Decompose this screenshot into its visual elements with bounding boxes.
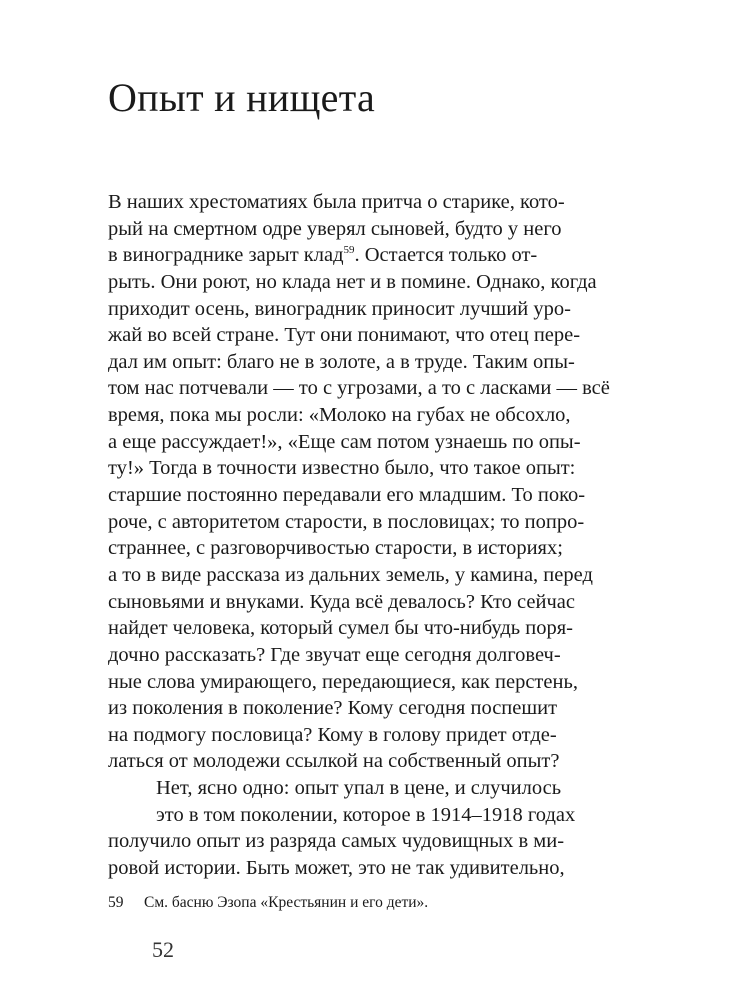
text-line: рыть. Они роют, но клада нет и в помине. Однако, когда bbox=[108, 270, 597, 293]
text-line: найдет человека, который сумел бы что-нибудь поря- bbox=[108, 617, 573, 640]
text-line: на подмогу пословица? Кому в голову придет отде- bbox=[108, 723, 557, 746]
chapter-title: Опыт и нищета bbox=[108, 75, 376, 120]
text-line: приходит осень, виноградник приносит лучший уро- bbox=[108, 297, 571, 320]
text-line: из поколения в поколение? Кому сегодня поспешит bbox=[108, 697, 558, 720]
text-line: сыновьями и внуками. Куда всё девалось? Кто сейчас bbox=[108, 590, 575, 613]
text-line: это в том поколении, которое в 1914–1918 годах bbox=[156, 803, 576, 826]
text-line: дал им опыт: благо не в золоте, а в труде. Таким опы- bbox=[108, 350, 575, 373]
text-line: латься от молодежи ссылкой на собственный опыт? bbox=[108, 750, 560, 773]
text-line bbox=[108, 242, 608, 269]
text-line: а еще рассуждает!», «Еще сам потом узнаешь по опы- bbox=[108, 430, 581, 453]
text-line: ные слова умирающего, передающиеся, как перстень, bbox=[108, 670, 578, 693]
text-line: дочно рассказать? Где звучат еще сегодня долговеч- bbox=[108, 643, 561, 666]
text-line: ту!» Тогда в точности известно было, что такое опыт: bbox=[108, 457, 576, 480]
text-line-segment: . Остается только от- bbox=[354, 244, 538, 267]
footnote bbox=[108, 893, 428, 913]
body-text bbox=[108, 189, 608, 882]
footnote-reference[interactable]: 59 bbox=[343, 244, 355, 257]
text-line: роче, с авторитетом старости, в пословицах; то попро- bbox=[108, 510, 585, 533]
page-number: 52 bbox=[152, 937, 174, 962]
text-line: жай во всей стране. Тут они понимают, что отец пере- bbox=[108, 324, 581, 347]
text-line: ровой истории. Быть может, это не так удивительно, bbox=[108, 857, 565, 880]
paragraph-first-line: Нет, ясно одно: опыт упал в цене, и случилось bbox=[156, 777, 562, 800]
text-line: получило опыт из разряда самых чудовищных в ми- bbox=[108, 830, 565, 853]
text-line: время, пока мы росли: «Молоко на губах не обсохло, bbox=[108, 404, 571, 427]
text-line: В наших хрестоматиях была притча о старике, кото- bbox=[108, 191, 565, 213]
text-line: том нас потчевали — то с угрозами, а то с ласками — всё bbox=[108, 377, 610, 400]
text-line: старшие постоянно передавали его младшим. То поко- bbox=[108, 484, 586, 507]
text-line: рый на смертном одре уверял сыновей, будто у него bbox=[108, 217, 562, 240]
footnote-number: 59 bbox=[108, 894, 124, 911]
text-line: а то в виде рассказа из дальних земель, у камина, перед bbox=[108, 563, 593, 586]
text-line-segment: в винограднике зарыт клад bbox=[108, 244, 344, 267]
footnote-text: См. басню Эзопа «Крестьянин и его дети». bbox=[144, 894, 429, 911]
text-line: страннее, с разговорчивостью старости, в историях; bbox=[108, 537, 563, 560]
